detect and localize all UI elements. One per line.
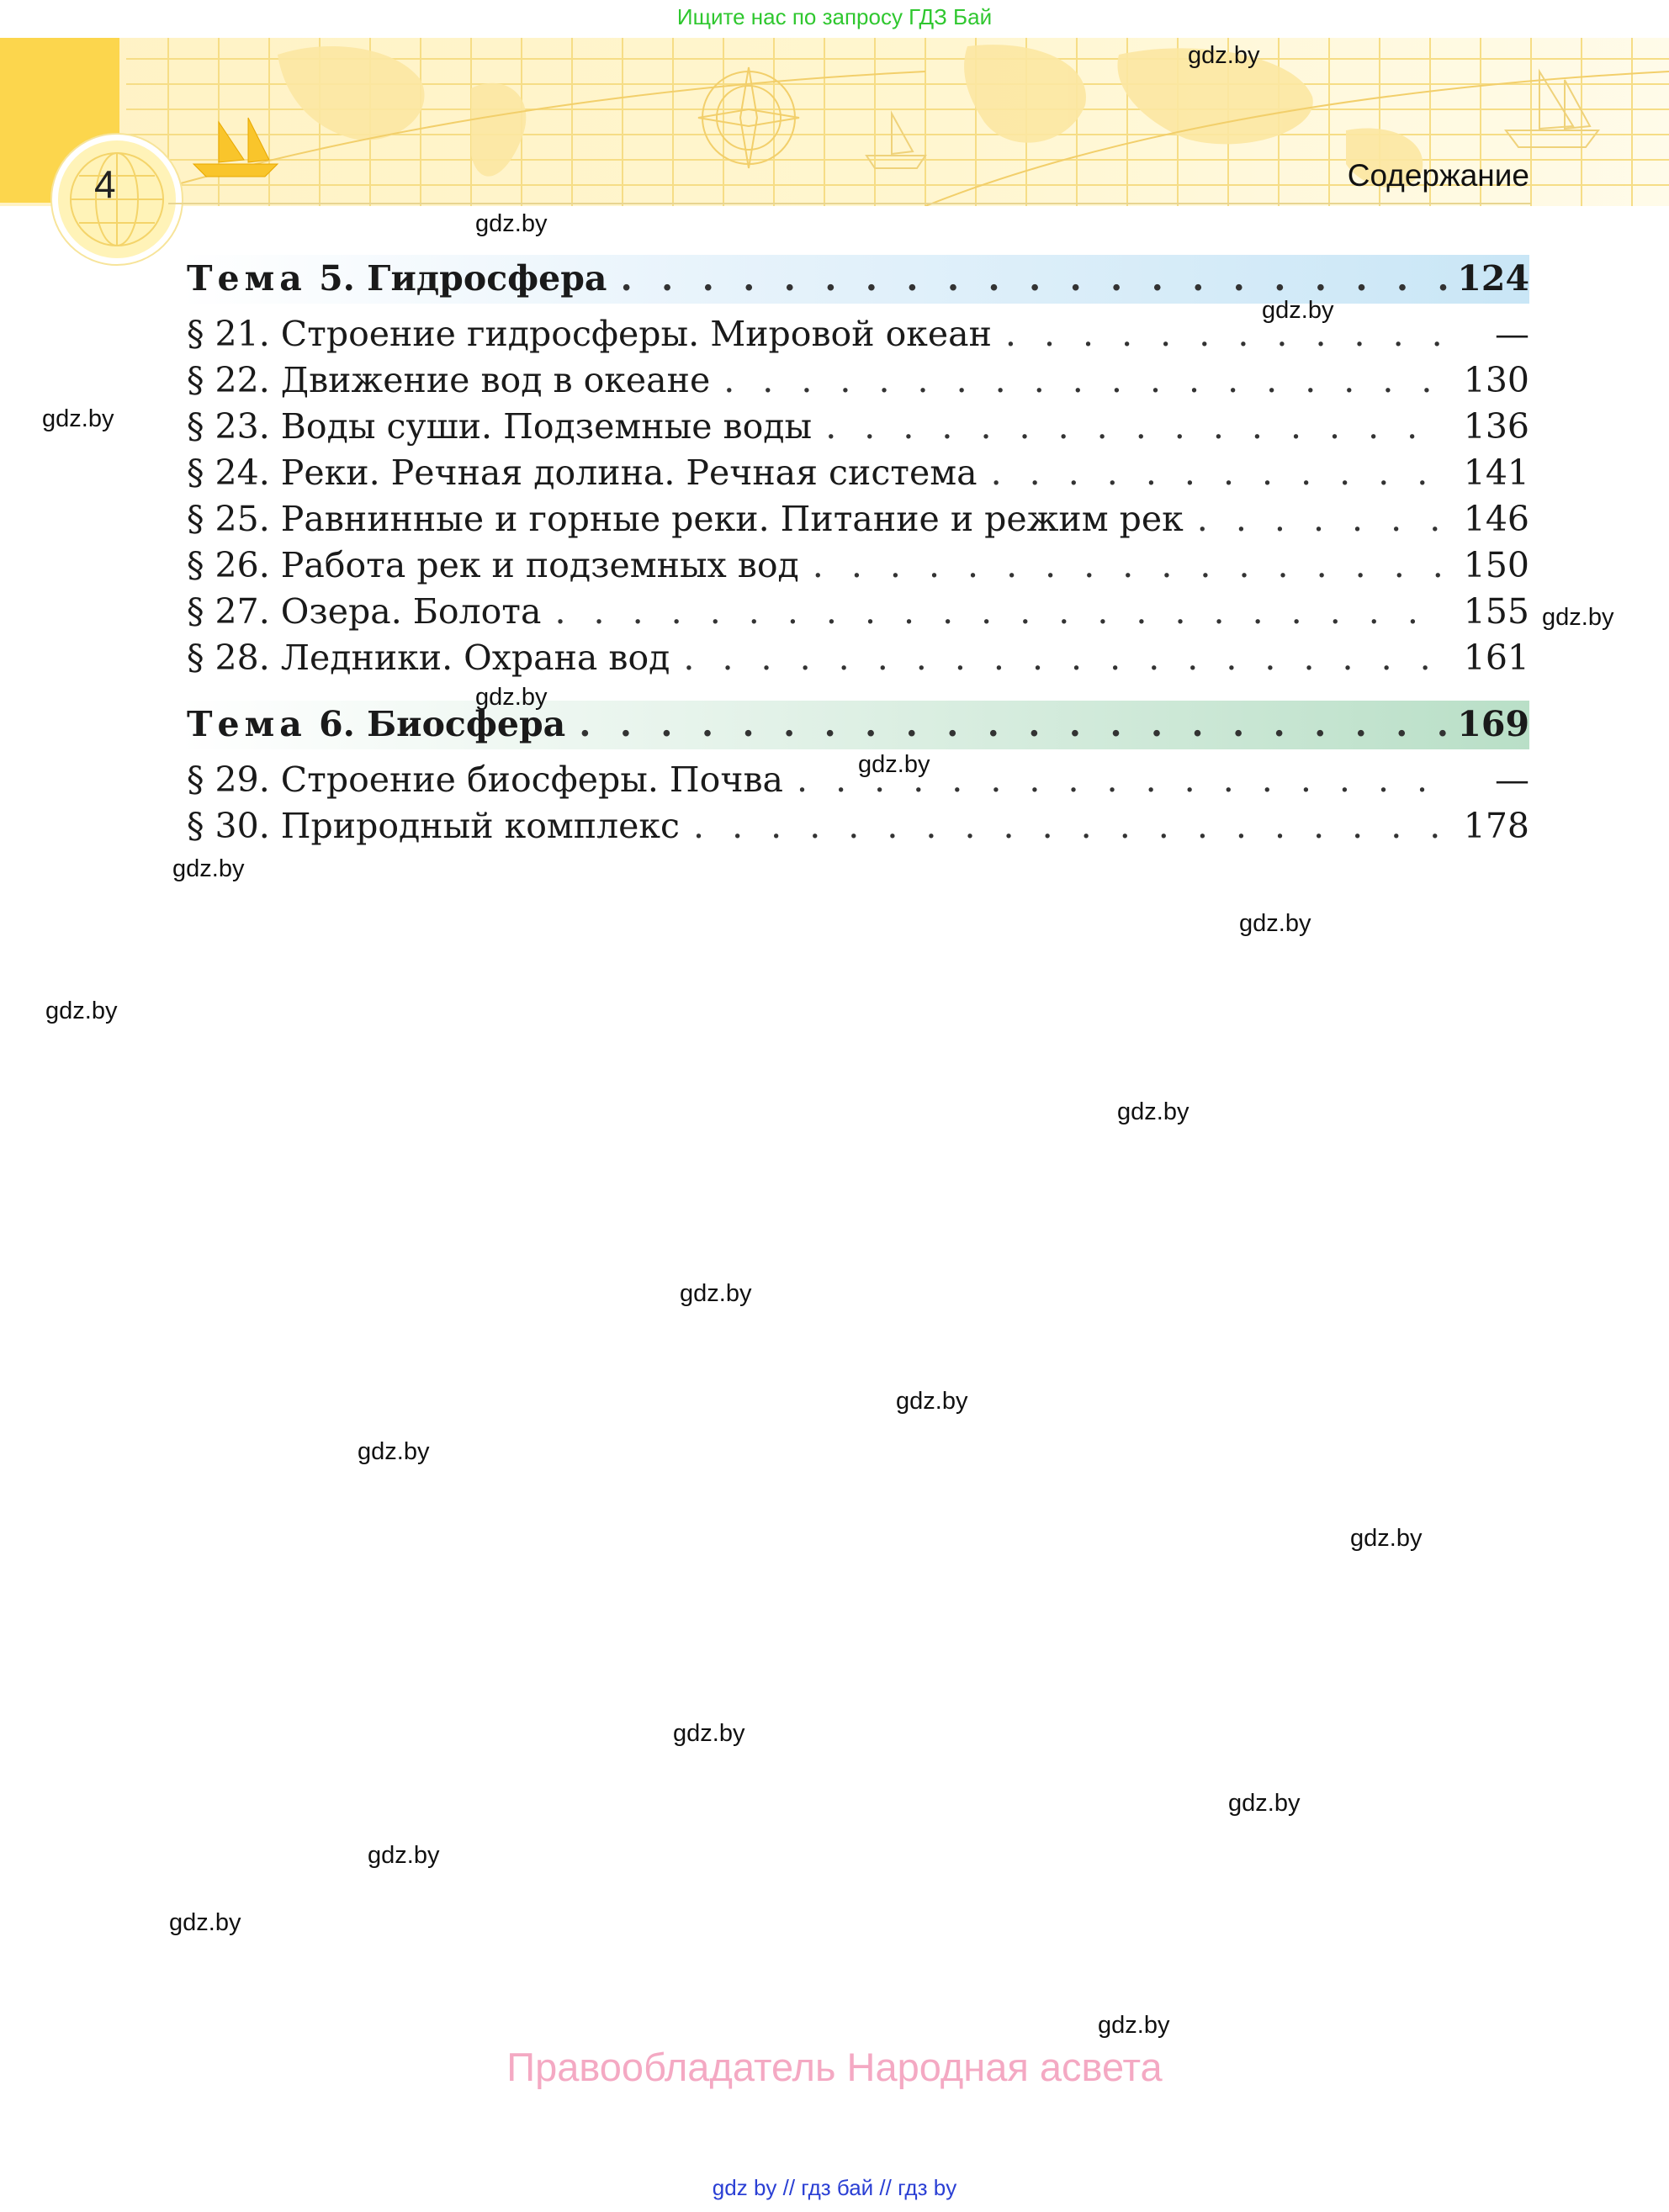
section-title: Содержание bbox=[1347, 158, 1529, 193]
toc-item-25[interactable] bbox=[187, 499, 1529, 542]
page-number: 4 bbox=[94, 162, 116, 206]
toc-item-page: 136 bbox=[1463, 406, 1529, 447]
theme-page: 169 bbox=[1457, 704, 1529, 744]
toc-item-page: 161 bbox=[1463, 638, 1529, 678]
toc-item-title: § 29. Строение биосферы. Почва bbox=[187, 759, 783, 800]
theme-page: 124 bbox=[1457, 258, 1529, 299]
toc-item-26[interactable] bbox=[187, 545, 1529, 589]
footer-links: gdz by // гдз бай // гдз by bbox=[712, 2175, 957, 2200]
toc-item-23[interactable] bbox=[187, 406, 1529, 450]
watermark: gdz.by bbox=[45, 998, 118, 1024]
watermark: gdz.by bbox=[858, 751, 930, 778]
watermark: gdz.by bbox=[368, 1842, 440, 1869]
watermark: gdz.by bbox=[475, 684, 548, 711]
watermark: gdz.by bbox=[1542, 604, 1614, 631]
toc-item-page: 130 bbox=[1463, 360, 1529, 400]
toc-item-27[interactable] bbox=[187, 591, 1529, 635]
watermark: gdz.by bbox=[1098, 2012, 1170, 2039]
copyright-holder: Правообладатель Народная асвета bbox=[506, 2045, 1163, 2089]
toc-item-page: — bbox=[1495, 314, 1529, 354]
theme-label: Тема bbox=[187, 704, 307, 744]
toc-item-title: § 26. Работа рек и подземных вод bbox=[187, 545, 799, 585]
toc-item-title: § 30. Природный комплекс bbox=[187, 806, 681, 846]
watermark: gdz.by bbox=[1188, 42, 1260, 69]
toc-item-28[interactable] bbox=[187, 638, 1529, 681]
watermark: gdz.by bbox=[1262, 297, 1334, 324]
dot-leader bbox=[693, 806, 1449, 846]
toc-item-title: § 21. Строение гидросферы. Мировой океан bbox=[187, 314, 992, 354]
watermark: gdz.by bbox=[358, 1438, 430, 1465]
watermark: gdz.by bbox=[1117, 1098, 1189, 1125]
toc-theme-6[interactable] bbox=[187, 704, 1529, 748]
watermark: gdz.by bbox=[680, 1280, 752, 1307]
toc-item-page: — bbox=[1495, 759, 1529, 800]
toc-theme-5[interactable] bbox=[187, 258, 1529, 302]
dot-leader bbox=[579, 704, 1447, 744]
dot-leader bbox=[620, 258, 1447, 299]
toc-item-page: 150 bbox=[1463, 545, 1529, 585]
watermark: gdz.by bbox=[1350, 1525, 1423, 1552]
toc-item-title: § 28. Ледники. Охрана вод bbox=[187, 638, 670, 678]
theme-title: 6. Биосфера bbox=[319, 704, 566, 744]
dot-leader bbox=[991, 452, 1449, 493]
dot-leader bbox=[683, 638, 1449, 678]
toc-item-24[interactable] bbox=[187, 452, 1529, 496]
watermark: gdz.by bbox=[169, 1909, 241, 1936]
theme-label: Тема bbox=[187, 258, 307, 299]
toc-item-title: § 23. Воды суши. Подземные воды bbox=[187, 406, 813, 447]
dot-leader bbox=[1005, 314, 1449, 354]
toc-item-22[interactable] bbox=[187, 360, 1529, 404]
watermark: gdz.by bbox=[673, 1720, 745, 1747]
toc-item-page: 141 bbox=[1463, 452, 1529, 493]
watermark: gdz.by bbox=[896, 1388, 968, 1415]
toc-item-title: § 24. Реки. Речная долина. Речная система bbox=[187, 452, 978, 493]
watermark: gdz.by bbox=[42, 405, 114, 432]
toc-item-title: § 22. Движение вод в океане bbox=[187, 360, 711, 400]
dot-leader bbox=[1197, 499, 1449, 539]
theme-title: 5. Гидросфера bbox=[319, 258, 607, 299]
toc-item-title: § 27. Озера. Болота bbox=[187, 591, 542, 632]
toc-item-page: 155 bbox=[1463, 591, 1529, 632]
top-banner: Ищите нас по запросу ГДЗ Бай bbox=[676, 4, 993, 29]
dot-leader bbox=[554, 591, 1449, 632]
watermark: gdz.by bbox=[1228, 1790, 1301, 1817]
watermark: gdz.by bbox=[475, 210, 548, 237]
watermark: gdz.by bbox=[172, 855, 245, 882]
toc-item-title: § 25. Равнинные и горные реки. Питание и режим рек bbox=[187, 499, 1184, 539]
toc-item-page: 146 bbox=[1463, 499, 1529, 539]
dot-leader bbox=[723, 360, 1449, 400]
toc-item-30[interactable] bbox=[187, 806, 1529, 849]
toc-item-page: 178 bbox=[1463, 806, 1529, 846]
globe-icon bbox=[52, 135, 182, 264]
dot-leader bbox=[813, 545, 1449, 585]
watermark: gdz.by bbox=[1239, 910, 1311, 937]
header-divider bbox=[168, 203, 1531, 204]
dot-leader bbox=[825, 406, 1449, 447]
